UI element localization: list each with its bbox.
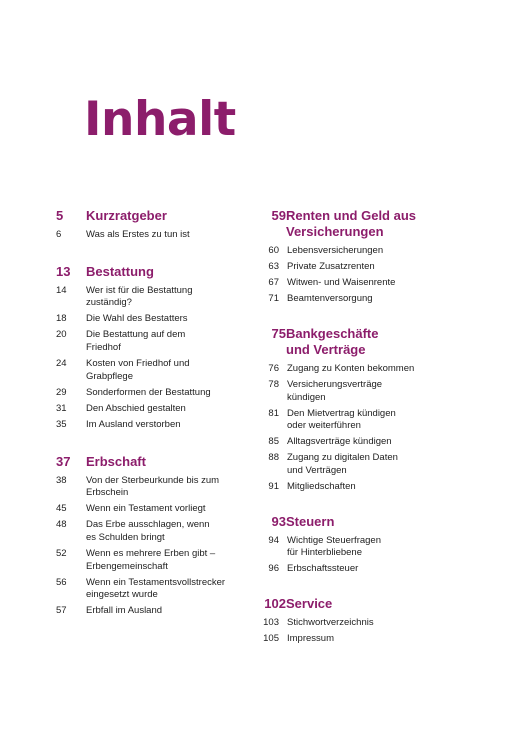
entry-title: Den Mietvertrag kündigen oder weiterführen xyxy=(287,407,396,432)
toc-entry[interactable] xyxy=(258,261,458,274)
toc-entry[interactable] xyxy=(56,577,246,602)
toc-entry[interactable] xyxy=(258,481,458,494)
entry-page-number: 103 xyxy=(263,617,279,628)
entry-title: Wichtige Steuerfragen für Hinterbliebene xyxy=(287,534,381,559)
section-page-number: 5 xyxy=(56,208,64,223)
toc-entry[interactable] xyxy=(258,452,458,477)
toc-entry[interactable] xyxy=(258,363,458,376)
entry-title: Von der Sterbeurkunde bis zum Erbschein xyxy=(86,474,220,499)
entry-page-number: 48 xyxy=(56,519,67,531)
toc-entry[interactable] xyxy=(56,519,246,544)
toc-entry[interactable] xyxy=(56,475,246,500)
entry-title: Wenn es mehrere Erben gibt – Erbengemeinschaft xyxy=(86,548,216,572)
entry-title: Wenn ein Testament vorliegt xyxy=(86,503,206,515)
entry-page-number: 67 xyxy=(268,277,279,289)
entry-list xyxy=(258,245,458,306)
entry-page-number: 78 xyxy=(268,378,279,390)
section-title: Bankgeschäfte und Verträge xyxy=(286,325,379,357)
section-heading[interactable] xyxy=(56,454,246,470)
entry-list xyxy=(56,229,246,242)
entry-title: Beamtenversorgung xyxy=(287,293,373,305)
entry-title: Mitgliedschaften xyxy=(287,481,356,493)
toc-entry[interactable] xyxy=(56,503,246,516)
entry-page-number: 52 xyxy=(56,548,67,559)
section-heading[interactable] xyxy=(258,514,458,530)
page-title: Inhalt xyxy=(84,92,236,147)
entry-title: Im Ausland verstorben xyxy=(86,418,181,430)
entry-title: Witwen- und Waisenrente xyxy=(287,277,396,289)
entry-title: Den Abschied gestalten xyxy=(86,402,186,414)
toc-entry[interactable] xyxy=(56,403,246,416)
section-heading[interactable] xyxy=(56,264,246,280)
entry-title: Die Wahl des Bestatters xyxy=(86,313,188,325)
entry-title: Was als Erstes zu tun ist xyxy=(86,229,190,240)
toc-entry[interactable] xyxy=(258,293,458,306)
entry-page-number: 85 xyxy=(268,436,279,448)
toc-section xyxy=(56,454,246,618)
section-heading[interactable] xyxy=(258,596,458,612)
entry-page-number: 29 xyxy=(56,386,67,398)
entry-page-number: 38 xyxy=(56,474,67,486)
entry-title: Alltagsverträge kündigen xyxy=(287,436,392,448)
section-title: Bestattung xyxy=(86,263,154,279)
entry-page-number: 63 xyxy=(268,261,279,273)
entry-page-number: 91 xyxy=(268,481,279,493)
toc-entry[interactable] xyxy=(56,419,246,432)
toc-section xyxy=(258,208,458,306)
toc-section xyxy=(56,264,246,432)
entry-title: Wer ist für die Bestattung zuständig? xyxy=(86,284,193,309)
entry-page-number: 88 xyxy=(268,452,279,464)
toc-section xyxy=(258,596,458,646)
entry-page-number: 57 xyxy=(56,605,67,617)
entry-title: Erbfall im Ausland xyxy=(86,605,163,617)
entry-title: Die Bestattung auf dem Friedhof xyxy=(86,329,186,353)
section-page-number: 102 xyxy=(264,596,286,611)
section-title: Steuern xyxy=(286,513,335,529)
entry-page-number: 35 xyxy=(56,418,67,430)
toc-section xyxy=(258,514,458,576)
entry-page-number: 6 xyxy=(56,229,62,240)
entry-page-number: 45 xyxy=(56,503,67,515)
entry-page-number: 60 xyxy=(268,245,279,256)
section-title: Erbschaft xyxy=(86,453,146,469)
toc-entry[interactable] xyxy=(56,605,246,618)
entry-title: Versicherungsverträge kündigen xyxy=(287,378,383,403)
entry-page-number: 105 xyxy=(263,633,279,645)
toc-entry[interactable] xyxy=(258,379,458,404)
toc-entry[interactable] xyxy=(258,245,458,258)
entry-title: Kosten von Friedhof und Grabpflege xyxy=(86,358,190,382)
entry-title: Das Erbe ausschlagen, wenn es Schulden bringt xyxy=(86,519,210,543)
entry-page-number: 71 xyxy=(268,293,279,305)
entry-page-number: 96 xyxy=(268,563,279,575)
entry-page-number: 76 xyxy=(268,362,279,374)
toc-column-left xyxy=(56,208,246,621)
entry-title: Sonderformen der Bestattung xyxy=(86,386,211,398)
toc-entry[interactable] xyxy=(258,633,458,646)
entry-page-number: 31 xyxy=(56,402,67,414)
section-page-number: 93 xyxy=(271,513,286,529)
toc-entry[interactable] xyxy=(258,277,458,290)
section-title: Kurzratgeber xyxy=(86,208,167,223)
toc-entry[interactable] xyxy=(258,436,458,449)
entry-page-number: 14 xyxy=(56,284,67,296)
section-title: Service xyxy=(286,596,333,611)
entry-page-number: 18 xyxy=(56,313,67,325)
section-page-number: 13 xyxy=(56,263,71,279)
entry-list xyxy=(258,535,458,576)
toc-entry[interactable] xyxy=(258,535,458,560)
entry-list xyxy=(56,285,246,432)
entry-list xyxy=(56,475,246,618)
entry-page-number: 20 xyxy=(56,329,67,341)
toc-entry[interactable] xyxy=(56,229,246,242)
toc-entry[interactable] xyxy=(56,548,246,573)
section-page-number: 75 xyxy=(271,325,286,341)
section-page-number: 59 xyxy=(271,208,286,223)
toc-entry[interactable] xyxy=(56,358,246,383)
section-heading[interactable] xyxy=(56,208,246,224)
toc-entry[interactable] xyxy=(56,285,246,310)
toc-column-right xyxy=(258,208,458,649)
entry-title: Erbschaftssteuer xyxy=(287,563,359,575)
toc-entry[interactable] xyxy=(56,329,246,354)
entry-title: Zugang zu Konten bekommen xyxy=(287,362,415,374)
entry-page-number: 81 xyxy=(268,407,279,419)
toc-entry[interactable] xyxy=(258,408,458,433)
entry-title: Impressum xyxy=(287,633,334,645)
toc-entry[interactable] xyxy=(56,313,246,326)
entry-list xyxy=(258,617,458,646)
entry-title: Stichwortverzeichnis xyxy=(287,617,374,628)
entry-page-number: 94 xyxy=(268,534,279,546)
toc-entry[interactable] xyxy=(258,617,458,630)
entry-list xyxy=(258,363,458,494)
entry-title: Lebensversicherungen xyxy=(287,245,384,256)
section-heading[interactable] xyxy=(258,208,458,240)
entry-title: Zugang zu digitalen Daten und Verträgen xyxy=(287,452,398,477)
section-title: Renten und Geld aus Versicherungen xyxy=(286,208,417,239)
entry-page-number: 56 xyxy=(56,576,67,588)
toc-section xyxy=(258,326,458,494)
entry-title: Wenn ein Testamentsvollstrecker eingesetzt wurde xyxy=(86,576,226,601)
toc-entry[interactable] xyxy=(56,387,246,400)
toc-section xyxy=(56,208,246,242)
section-heading[interactable] xyxy=(258,326,458,358)
entry-title: Private Zusatzrenten xyxy=(287,261,375,273)
entry-page-number: 24 xyxy=(56,358,67,370)
toc-entry[interactable] xyxy=(258,563,458,576)
section-page-number: 37 xyxy=(56,453,71,469)
